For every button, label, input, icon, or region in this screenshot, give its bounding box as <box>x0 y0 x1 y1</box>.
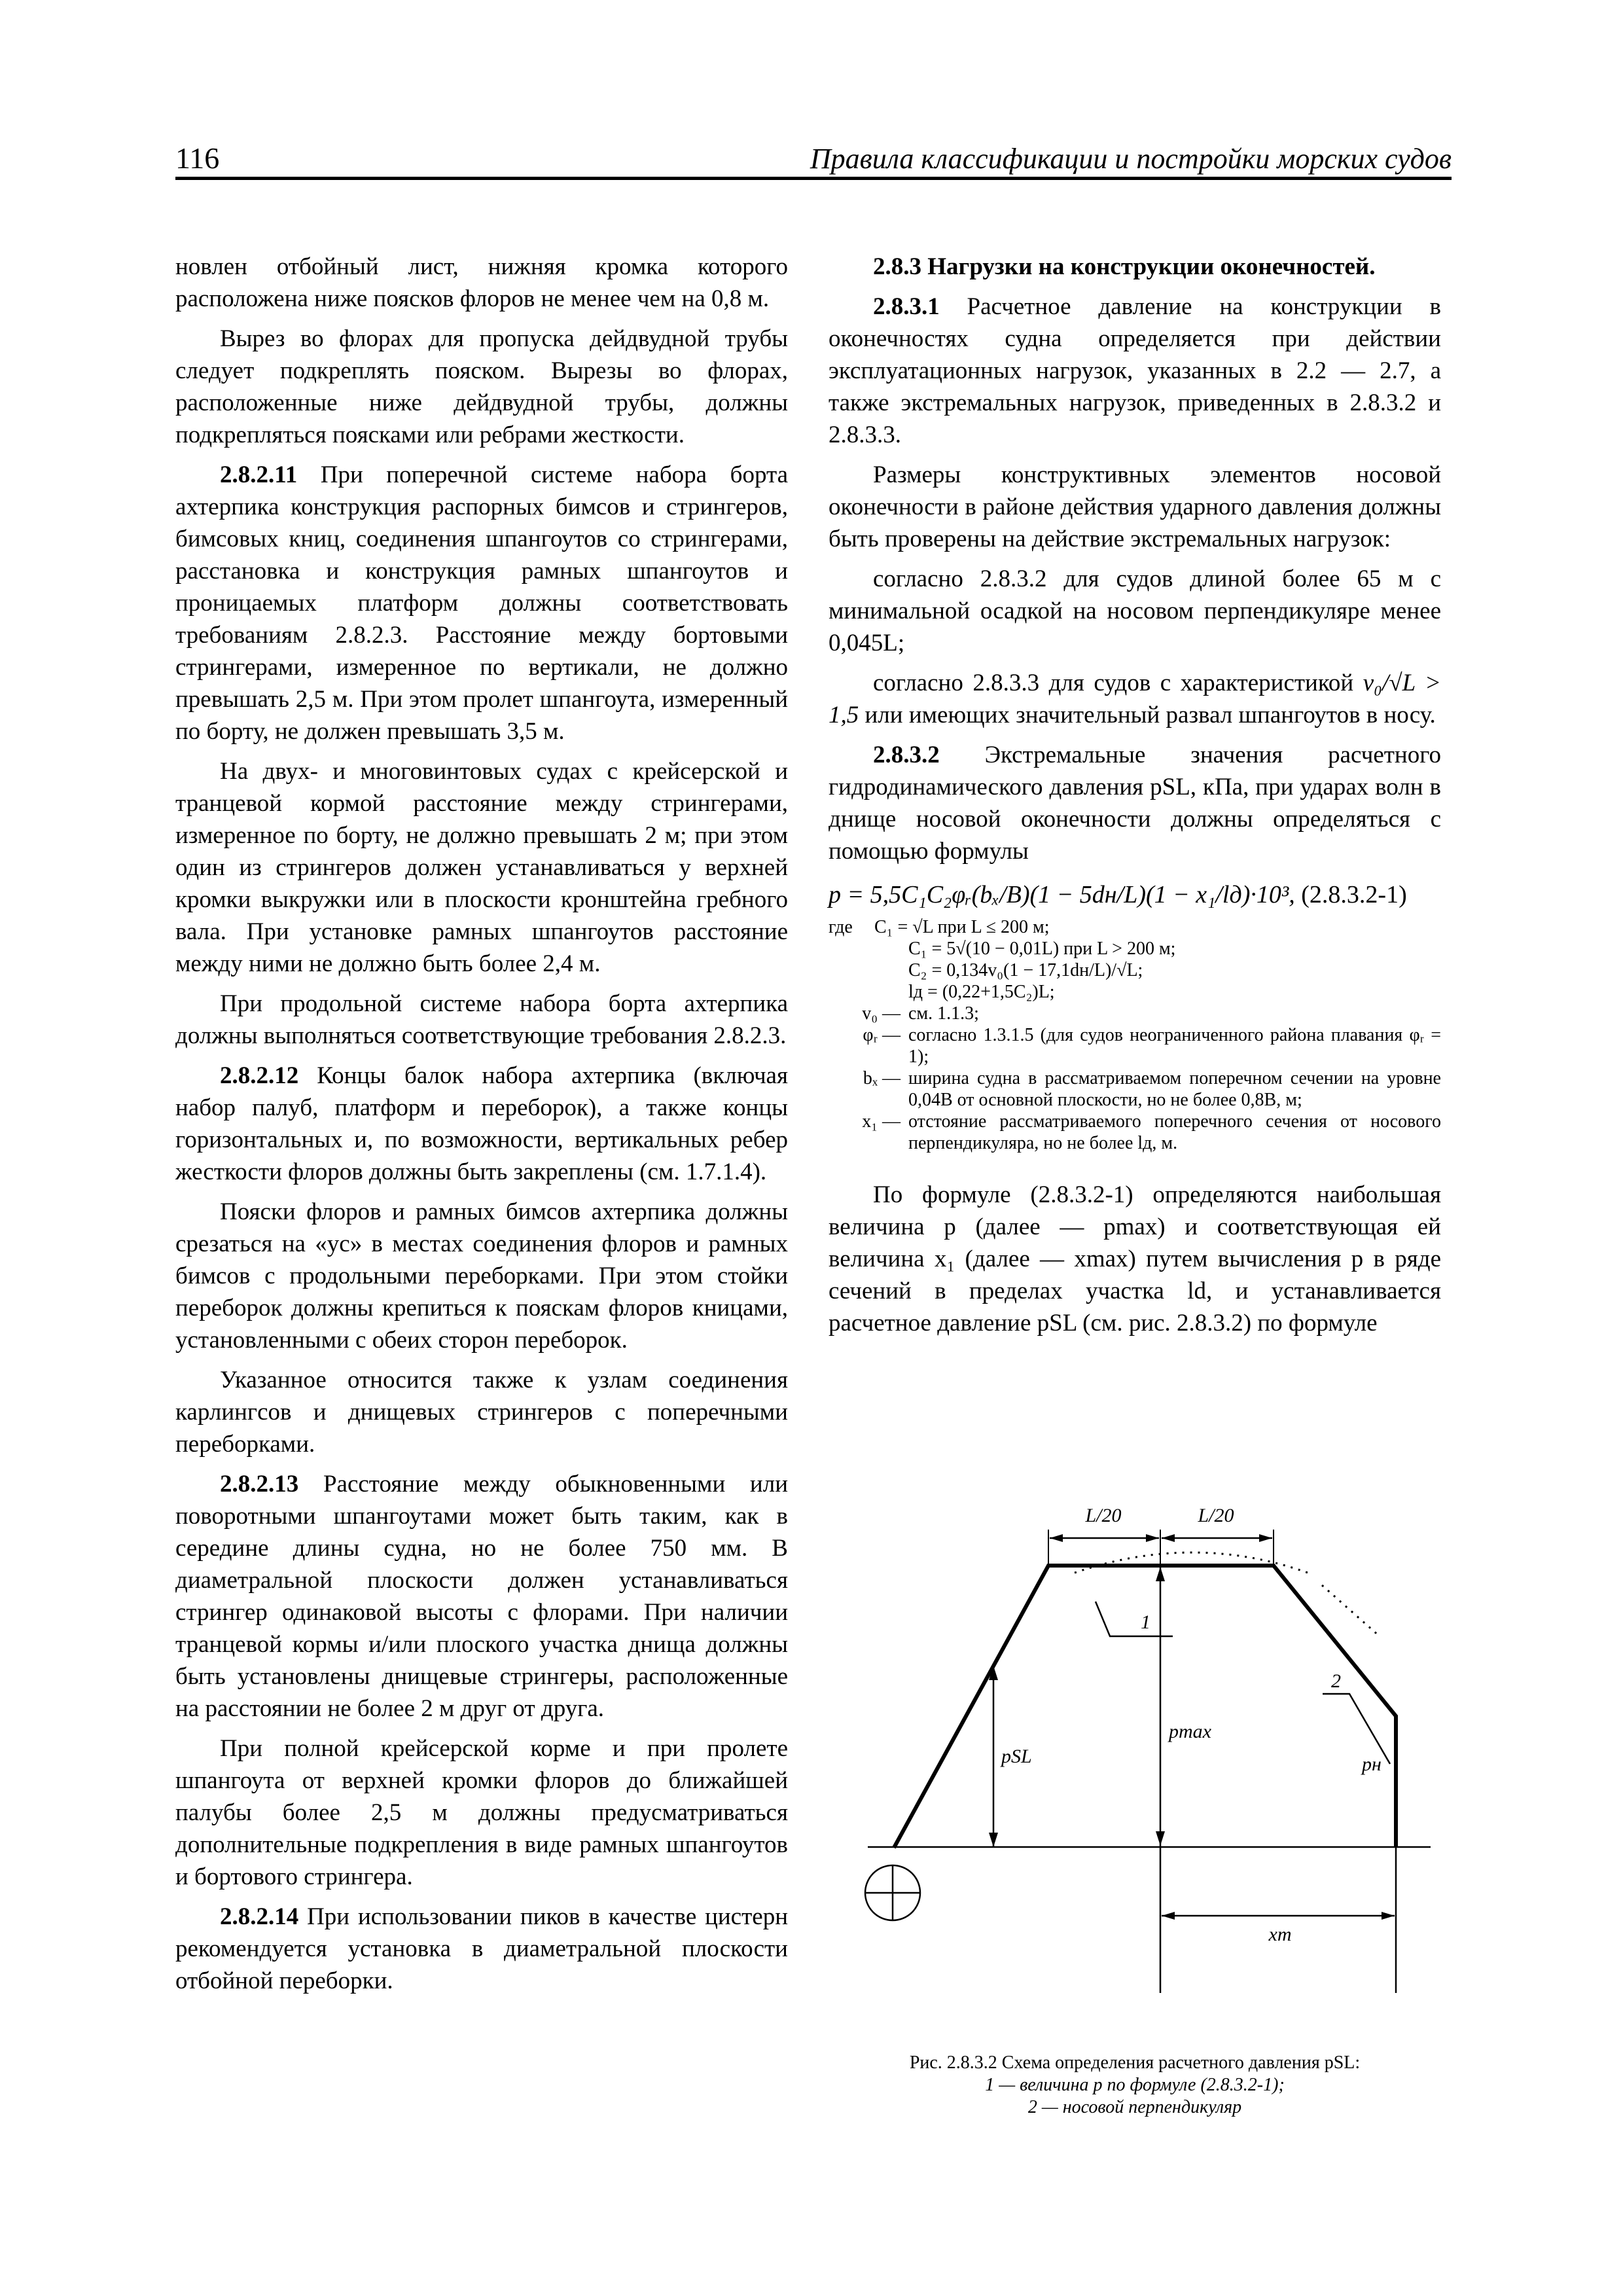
label-2: 2 <box>1331 1670 1341 1692</box>
section-heading: 2.8.3 Нагрузки на конструкции оконечностей. <box>873 253 1376 280</box>
paragraph-text: При полной крейсерской корме и при пролете шпангоута от верхней кромки флоров до ближайшей палубы более 2,5 м должны предусматриваться дополнительные подкрепления в виде рамных шпангоутов и бортового стрингера. <box>175 1735 788 1890</box>
paragraph <box>175 1901 788 1997</box>
paragraph: Размеры конструктивных элементов носовой оконечности в районе действия ударного давления должны быть проверены на действие экстремальных нагрузок: <box>829 461 1441 552</box>
left-column <box>175 251 788 2005</box>
paragraph-text: При поперечной системе набора борта ахтерпика конструкция распорных бимсов и стрингеров, бимсовых книц, соединения шпангоутов со стрингерами, расстановка и конструкция рамных шпангоутов и проницаемых платформ должны соответствовать требованиям 2.8.2.3. Расстояние между бортовыми стрингерами, измеренное по вертикали, не должно превышать 2,5 м. При этом пролет шпангоута, измеренный по борту, не должен превышать 3,5 м. <box>175 461 788 745</box>
paragraph-text: На двух- и многовинтовых судах с крейсерской и транцевой кормой расстояние между стрингерами, измеренное по борту, не должно превышать 2 м; при этом один из стрингеров должен устанавливаться у верхней кромки выкружки или в плоскости кронштейна гребного вала. При установке рамных шпангоутов расстояние между ними не должно быть более 2,4 м. <box>175 758 788 977</box>
where-symbol <box>829 960 908 981</box>
arrow-head <box>1146 1534 1159 1542</box>
paragraph <box>175 1468 788 1725</box>
where-symbol: v₀ — <box>862 1003 901 1024</box>
paragraph <box>175 1364 788 1460</box>
paragraph-text: Пояски флоров и рамных бимсов ахтерпика должны срезаться на «ус» в местах соединения флоров и рамных бимсов с продольными переборками. При этом стойки переборок должны крепиться к пояскам флоров кницами, установленными с обеих сторон переборок. <box>175 1198 788 1354</box>
paragraph-text: Вырез во флорах для пропуска дейдвудной трубы следует подкреплять пояском. Вырезы во флорах, расположенные ниже дейдвудной трубы, должны подкрепляться поясками или ребрами жесткости. <box>175 325 788 448</box>
paragraph-text: Концы балок набора ахтерпика (включая набор палуб, платформ и переборок), а также концы горизонтальных и, по возможности, вертикальных ребер жесткости флоров должны быть закреплены (см. 1.7.1.4). <box>175 1062 788 1185</box>
paragraph <box>175 323 788 451</box>
pressure-curve <box>894 1566 1396 1848</box>
caption-line: Рис. 2.8.3.2 Схема определения расчетного давления pSL: <box>909 2053 1361 2073</box>
paragraph-2-8-3-2 <box>829 739 1441 867</box>
pn-label: pн <box>1362 1753 1382 1775</box>
arrow-head <box>1162 1534 1175 1542</box>
pmax-label: pmax <box>1169 1721 1211 1742</box>
caption-line: 2 — носовой перпендикуляр <box>1027 2097 1242 2117</box>
arrow-head <box>1259 1534 1272 1542</box>
where-row <box>829 981 1441 1003</box>
header-rule <box>175 177 1452 180</box>
clause-number: 2.8.3.1 <box>873 293 940 320</box>
where-first-text: C₁ = √L при L ≤ 200 м; <box>874 917 1050 937</box>
paragraph-text: Расстояние между обыкновенными или поворотными шпангоутами может быть таким, как в середине длины судна, но не более 750 мм. В диаметральной плоскости должен устанавливаться стрингер одинаковой высоты с флорами. При наличии транцевой кормы и/или плоского участка днища должны быть установлены днищевые стрингеры, расположенные на расстоянии не более 2 м друг от друга. <box>175 1471 788 1722</box>
arrow-head <box>989 1833 998 1847</box>
where-symbol <box>829 981 908 1003</box>
clause-number: 2.8.2.12 <box>220 1062 299 1089</box>
where-first-row <box>829 916 1441 938</box>
where-definition: lд = (0,22+1,5C₂)L; <box>908 982 1055 1002</box>
paragraph <box>829 667 1441 731</box>
where-definition: ширина судна в рассматриваемом поперечном сечении на уровне 0,04B от основной плоскости, но не более 0,8B, м; <box>908 1068 1441 1110</box>
formula <box>829 879 1441 911</box>
paragraph <box>175 459 788 747</box>
where-definition: согласно 1.3.1.5 (для судов неограниченного района плавания φᵣ = 1); <box>908 1025 1441 1067</box>
dim-label-right: L/20 <box>1198 1505 1234 1526</box>
arrow-head <box>1050 1534 1063 1542</box>
where-row <box>829 1003 1441 1024</box>
paragraph: По формуле (2.8.3.2-1) определяются наибольшая величина p (далее — pmax) и соответствующая ей величина x₁ (далее — xmax) путем вычисления p в ряде сечений в пределах участка ld, и устанавливается расчетное давление pSL (см. рис. 2.8.3.2) по формуле <box>829 1181 1441 1336</box>
psl-label: pSL <box>1001 1746 1032 1767</box>
paragraph-text: новлен отбойный лист, нижняя кромка которого расположена ниже поясков флоров не менее чем на 0,8 м. <box>175 253 788 312</box>
paragraph-2-8-3-1 <box>829 291 1441 451</box>
paragraph <box>175 1732 788 1893</box>
arrow-head <box>1382 1912 1395 1920</box>
text: согласно 2.8.3.3 для судов с характеристикой <box>873 670 1363 696</box>
paragraph <box>175 1060 788 1188</box>
clause-number: 2.8.3.2 <box>873 742 940 768</box>
formula-body: p = 5,5C₁C₂φᵣ(bₓ/B)(1 − 5dн/L)(1 − x₁/lд)·10³, <box>829 881 1295 908</box>
clause-number: 2.8.2.13 <box>220 1471 299 1498</box>
label-1: 1 <box>1141 1611 1150 1633</box>
xm-label: xm <box>1268 1924 1292 1945</box>
clause-text: Расчетное давление на конструкции в оконечностях судна определяется при действии эксплуатационных нагрузок, указанных в 2.2 — 2.7, а также экстремальных нагрузок, приведенных в 2.8.3.2 и 2.8.3.3. <box>829 293 1441 448</box>
clause-text: Экстремальные значения расчетного гидродинамического давления pSL, кПа, при ударах волн в днище носовой оконечности должны определяться с помощью формулы <box>829 742 1441 865</box>
clause-number: 2.8.2.11 <box>220 461 298 488</box>
page-header <box>175 141 1452 177</box>
paragraph <box>175 988 788 1052</box>
paragraph-text: Указанное относится также к узлам соединения карлингсов и днищевых стрингеров с поперечными переборками. <box>175 1367 788 1458</box>
running-title: Правила классификации и постройки морских судов <box>810 143 1452 175</box>
where-row <box>829 1111 1441 1154</box>
dim-label-left: L/20 <box>1085 1505 1122 1526</box>
text: или имеющих значительный развал шпангоутов в носу. <box>859 702 1436 728</box>
paragraph: согласно 2.8.3.2 для судов длиной более 65 м с минимальной осадкой на носовом перпендикуляре менее 0,045L; <box>829 565 1441 656</box>
leader-1 <box>1096 1602 1173 1636</box>
arrow-head <box>1156 1831 1165 1846</box>
paragraph <box>175 1196 788 1356</box>
where-list <box>829 916 1441 1154</box>
math-expression: v₀/√L > 1,5 <box>829 670 1441 728</box>
paragraph-text: При использовании пиков в качестве цистерн рекомендуется установка в диаметральной плоскости отбойной переборки. <box>175 1903 788 1994</box>
arrow-head <box>1156 1567 1165 1581</box>
where-symbol: bₓ — <box>863 1068 901 1088</box>
formula-number: (2.8.3.2-1) <box>1301 881 1407 908</box>
paragraph <box>175 755 788 980</box>
where-definition: см. 1.1.3; <box>908 1003 979 1024</box>
formula-curve-tail <box>1322 1585 1380 1636</box>
where-row <box>829 1067 1441 1111</box>
clause-number: 2.8.2.14 <box>220 1903 299 1930</box>
where-row <box>829 1024 1441 1067</box>
where-symbol: x₁ — <box>862 1111 901 1132</box>
paragraph <box>175 251 788 315</box>
pressure-diagram <box>829 1476 1450 2052</box>
where-row <box>829 960 1441 981</box>
where-row <box>829 938 1441 960</box>
where-symbol <box>829 938 908 960</box>
arrow-head <box>1162 1912 1175 1920</box>
paragraph-text: При продольной системе набора борта ахтерпика должны выполняться соответствующие требования 2.8.2.3. <box>175 990 788 1049</box>
where-definition: C₁ = 5√(10 − 0,01L) при L > 200 м; <box>908 939 1176 959</box>
right-column <box>829 251 1441 1347</box>
where-label: где <box>829 917 853 937</box>
where-symbol: φᵣ — <box>863 1025 901 1045</box>
caption-line: 1 — величина p по формуле (2.8.3.2-1); <box>985 2075 1285 2095</box>
where-definition: C₂ = 0,134v₀(1 − 17,1dн/L)/√L; <box>908 960 1143 980</box>
figure-caption <box>829 2052 1441 2119</box>
page-number: 116 <box>175 141 220 175</box>
where-definition: отстояние рассматриваемого поперечного сечения от носового перпендикуляра, но не более lд, м. <box>908 1111 1441 1153</box>
